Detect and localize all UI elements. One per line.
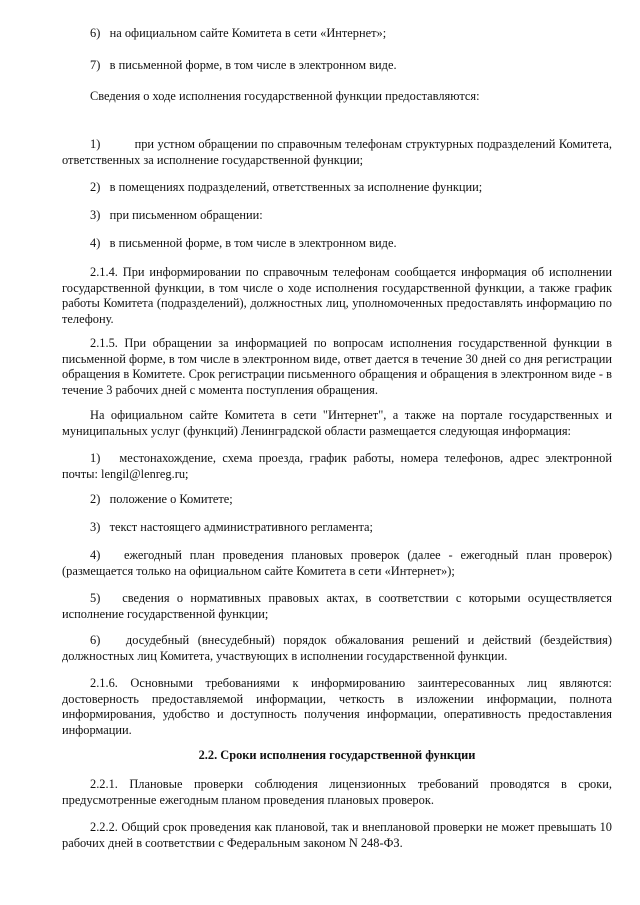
list-item: 4) ежегодный план проведения плановых проверок (далее - ежегодный план проверок) (размещается только на официальном сайте Комитета в сети «Интернет»); xyxy=(62,548,612,578)
paragraph-2-1-6: 2.1.6. Основными требованиями к информированию заинтересованных лиц являются: достоверность предоставляемой информации, четкость в изложении информации, полнота информирования, удобство и доступность получения информации, оперативность предоставления информации. xyxy=(62,676,612,737)
paragraph-2-2-2: 2.2.2. Общий срок проведения как плановой, так и внеплановой проверки не может превышать 10 рабочих дней в соответствии с Федеральным законом N 248-ФЗ. xyxy=(62,820,612,850)
list-item: 2) в помещениях подразделений, ответственных за исполнение функции; xyxy=(90,180,483,194)
list-item: 4) в письменной форме, в том числе в электронном виде. xyxy=(90,236,397,250)
list-item: 1) местонахождение, схема проезда, график работы, номера телефонов, адрес электронной почты: lengil@lenreg.ru; xyxy=(62,451,612,481)
list-item: 2) положение о Комитете; xyxy=(90,492,233,506)
list-item: 5) сведения о нормативных правовых актах, в соответствии с которыми осуществляется исполнение государственной функции; xyxy=(62,591,612,621)
paragraph-2-2-1: 2.2.1. Плановые проверки соблюдения лицензионных требований проводятся в сроки, предусмотренные ежегодным планом проведения плановых проверок. xyxy=(62,777,612,807)
paragraph-2-1-5: 2.1.5. При обращении за информацией по вопросам исполнения государственной функции в письменной форме, в том числе в электронном виде, ответ дается в течение 30 дней со дня регистрации обращения в Комитете. Срок регистрации письменного обращения и обращения в электронном виде - в течение 3 рабочих дней с момента поступления обращения. xyxy=(62,336,612,397)
paragraph-progress-intro: Сведения о ходе исполнения государственной функции предоставляются: xyxy=(90,89,480,103)
list-item: 6) на официальном сайте Комитета в сети «Интернет»; xyxy=(90,26,387,40)
list-item: 7) в письменной форме, в том числе в электронном виде. xyxy=(90,58,397,72)
list-item: 3) при письменном обращении: xyxy=(90,208,263,222)
list-item: 6) досудебный (внесудебный) порядок обжалования решений и действий (бездействия) должностных лиц Комитета, участвующих в исполнении государственной функции. xyxy=(62,633,612,663)
list-item: 3) текст настоящего административного регламента; xyxy=(90,520,373,534)
section-heading: 2.2. Сроки исполнения государственной функции xyxy=(198,748,476,762)
paragraph-site-intro: На официальном сайте Комитета в сети "Интернет", а также на портале государственных и муниципальных услуг (функций) Ленинградской области размещается следующая информация: xyxy=(62,408,612,438)
list-item: 1) при устном обращении по справочным телефонам структурных подразделений Комитета, ответственных за исполнение государственной функции; xyxy=(62,137,612,167)
paragraph-2-1-4: 2.1.4. При информировании по справочным телефонам сообщается информация об исполнении государственной функции, в том числе о ходе исполнения государственной функции, а также график работы Комитета (подразделений), должностных лиц, уполномоченных предоставлять информацию по телефону. xyxy=(62,265,612,326)
